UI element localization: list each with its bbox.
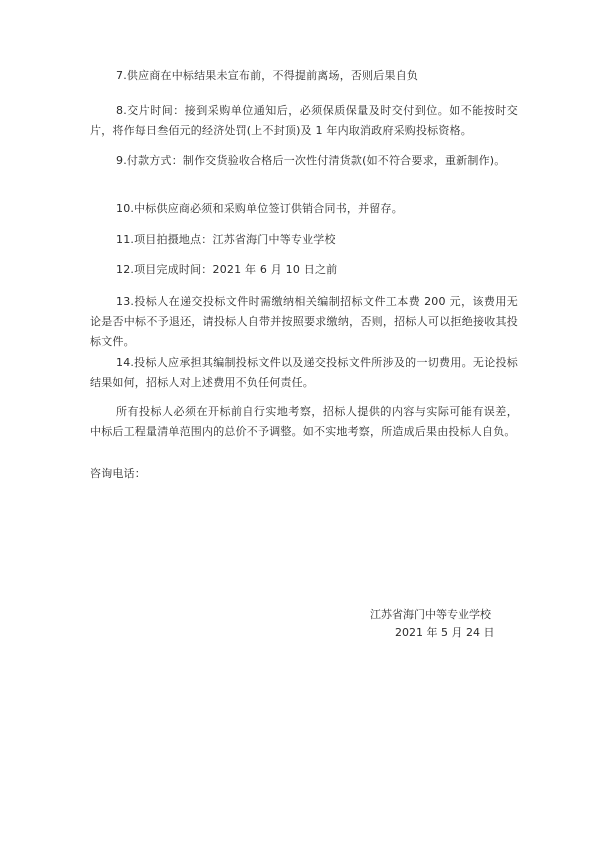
- signature-date: 2021 年 5 月 24 日: [395, 626, 495, 639]
- signature-org: 江苏省海门中等专业学校: [370, 608, 491, 621]
- clause-13: 13.投标人在递交投标文件时需缴纳相关编制招标文件工本费 200 元，该费用无论是否中标不予退还，请投标人自带并按照要求缴纳，否则，招标人可以拒绝接收其投标文件。: [90, 295, 518, 348]
- clause-11: 11.项目拍摄地点：江苏省海门中等专业学校: [116, 233, 336, 246]
- clause-7: 7.供应商在中标结果未宣布前，不得提前离场，否则后果自负: [116, 69, 419, 82]
- clause-12: 12.项目完成时间：2021 年 6 月 10 日之前: [116, 263, 338, 276]
- contact-phone-label: 咨询电话：: [90, 467, 146, 480]
- clause-8: 8.交片时间：接到采购单位通知后，必须保质保量及时交付到位。如不能按时交片，将作每日叁佰元的经济处罚(上不封顶)及 1 年内取消政府采购投标资格。: [90, 104, 518, 137]
- clause-10: 10.中标供应商必须和采购单位签订供销合同书，并留存。: [116, 202, 403, 215]
- clause-14: 14.投标人应承担其编制投标文件以及递交投标文件所涉及的一切费用。无论投标结果如何，招标人对上述费用不负任何责任。: [90, 356, 518, 389]
- site-inspection-note: 所有投标人必须在开标前自行实地考察，招标人提供的内容与实际可能有误差，中标后工程量清单范围内的总价不予调整。如不实地考察，所造成后果由投标人自负。: [90, 405, 518, 438]
- clause-9: 9.付款方式：制作交货验收合格后一次性付清货款(如不符合要求，重新制作)。: [116, 154, 506, 167]
